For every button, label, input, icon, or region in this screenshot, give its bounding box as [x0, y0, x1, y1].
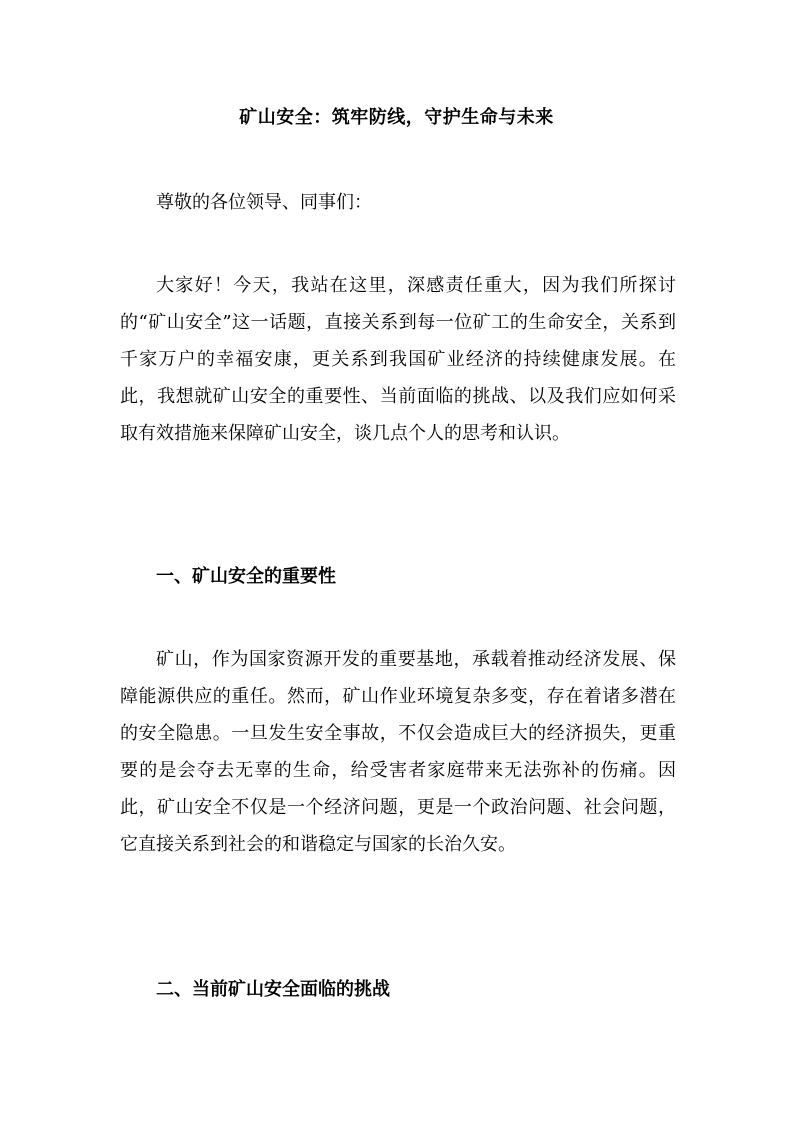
- section-heading-challenges: 二、当前矿山安全面临的挑战: [156, 979, 390, 1000]
- document-title: 矿山安全：筑牢防线，守护生命与未来: [239, 107, 554, 128]
- section-paragraph-importance: 矿山，作为国家资源开发的重要基地，承载着推动经济发展、保障能源供应的重任。然而，矿山作业环境复杂多变，存在着诸多潜在的安全隐患。一旦发生安全事故，不仅会造成巨大的经济损失，更重要的是会夺去无辜的生命，给受害者家庭带来无法弥补的伤痛。因此，矿山安全不仅是一个经济问题，更是一个政治问题、社会问题，它直接关系到社会的和谐稳定与国家的长治久安。: [120, 649, 676, 855]
- section-heading-importance: 一、矿山安全的重要性: [156, 566, 336, 587]
- intro-paragraph: 大家好！今天，我站在这里，深感责任重大，因为我们所探讨的“矿山安全”这一话题，直接关系到每一位矿工的生命安全，关系到千家万户的幸福安康，更关系到我国矿业经济的持续健康发展。在此，我想就矿山安全的重要性、当前面临的挑战、以及我们应如何采取有效措施来保障矿山安全，谈几点个人的思考和认识。: [120, 275, 676, 444]
- salutation: 尊敬的各位领导、同事们：: [156, 192, 372, 213]
